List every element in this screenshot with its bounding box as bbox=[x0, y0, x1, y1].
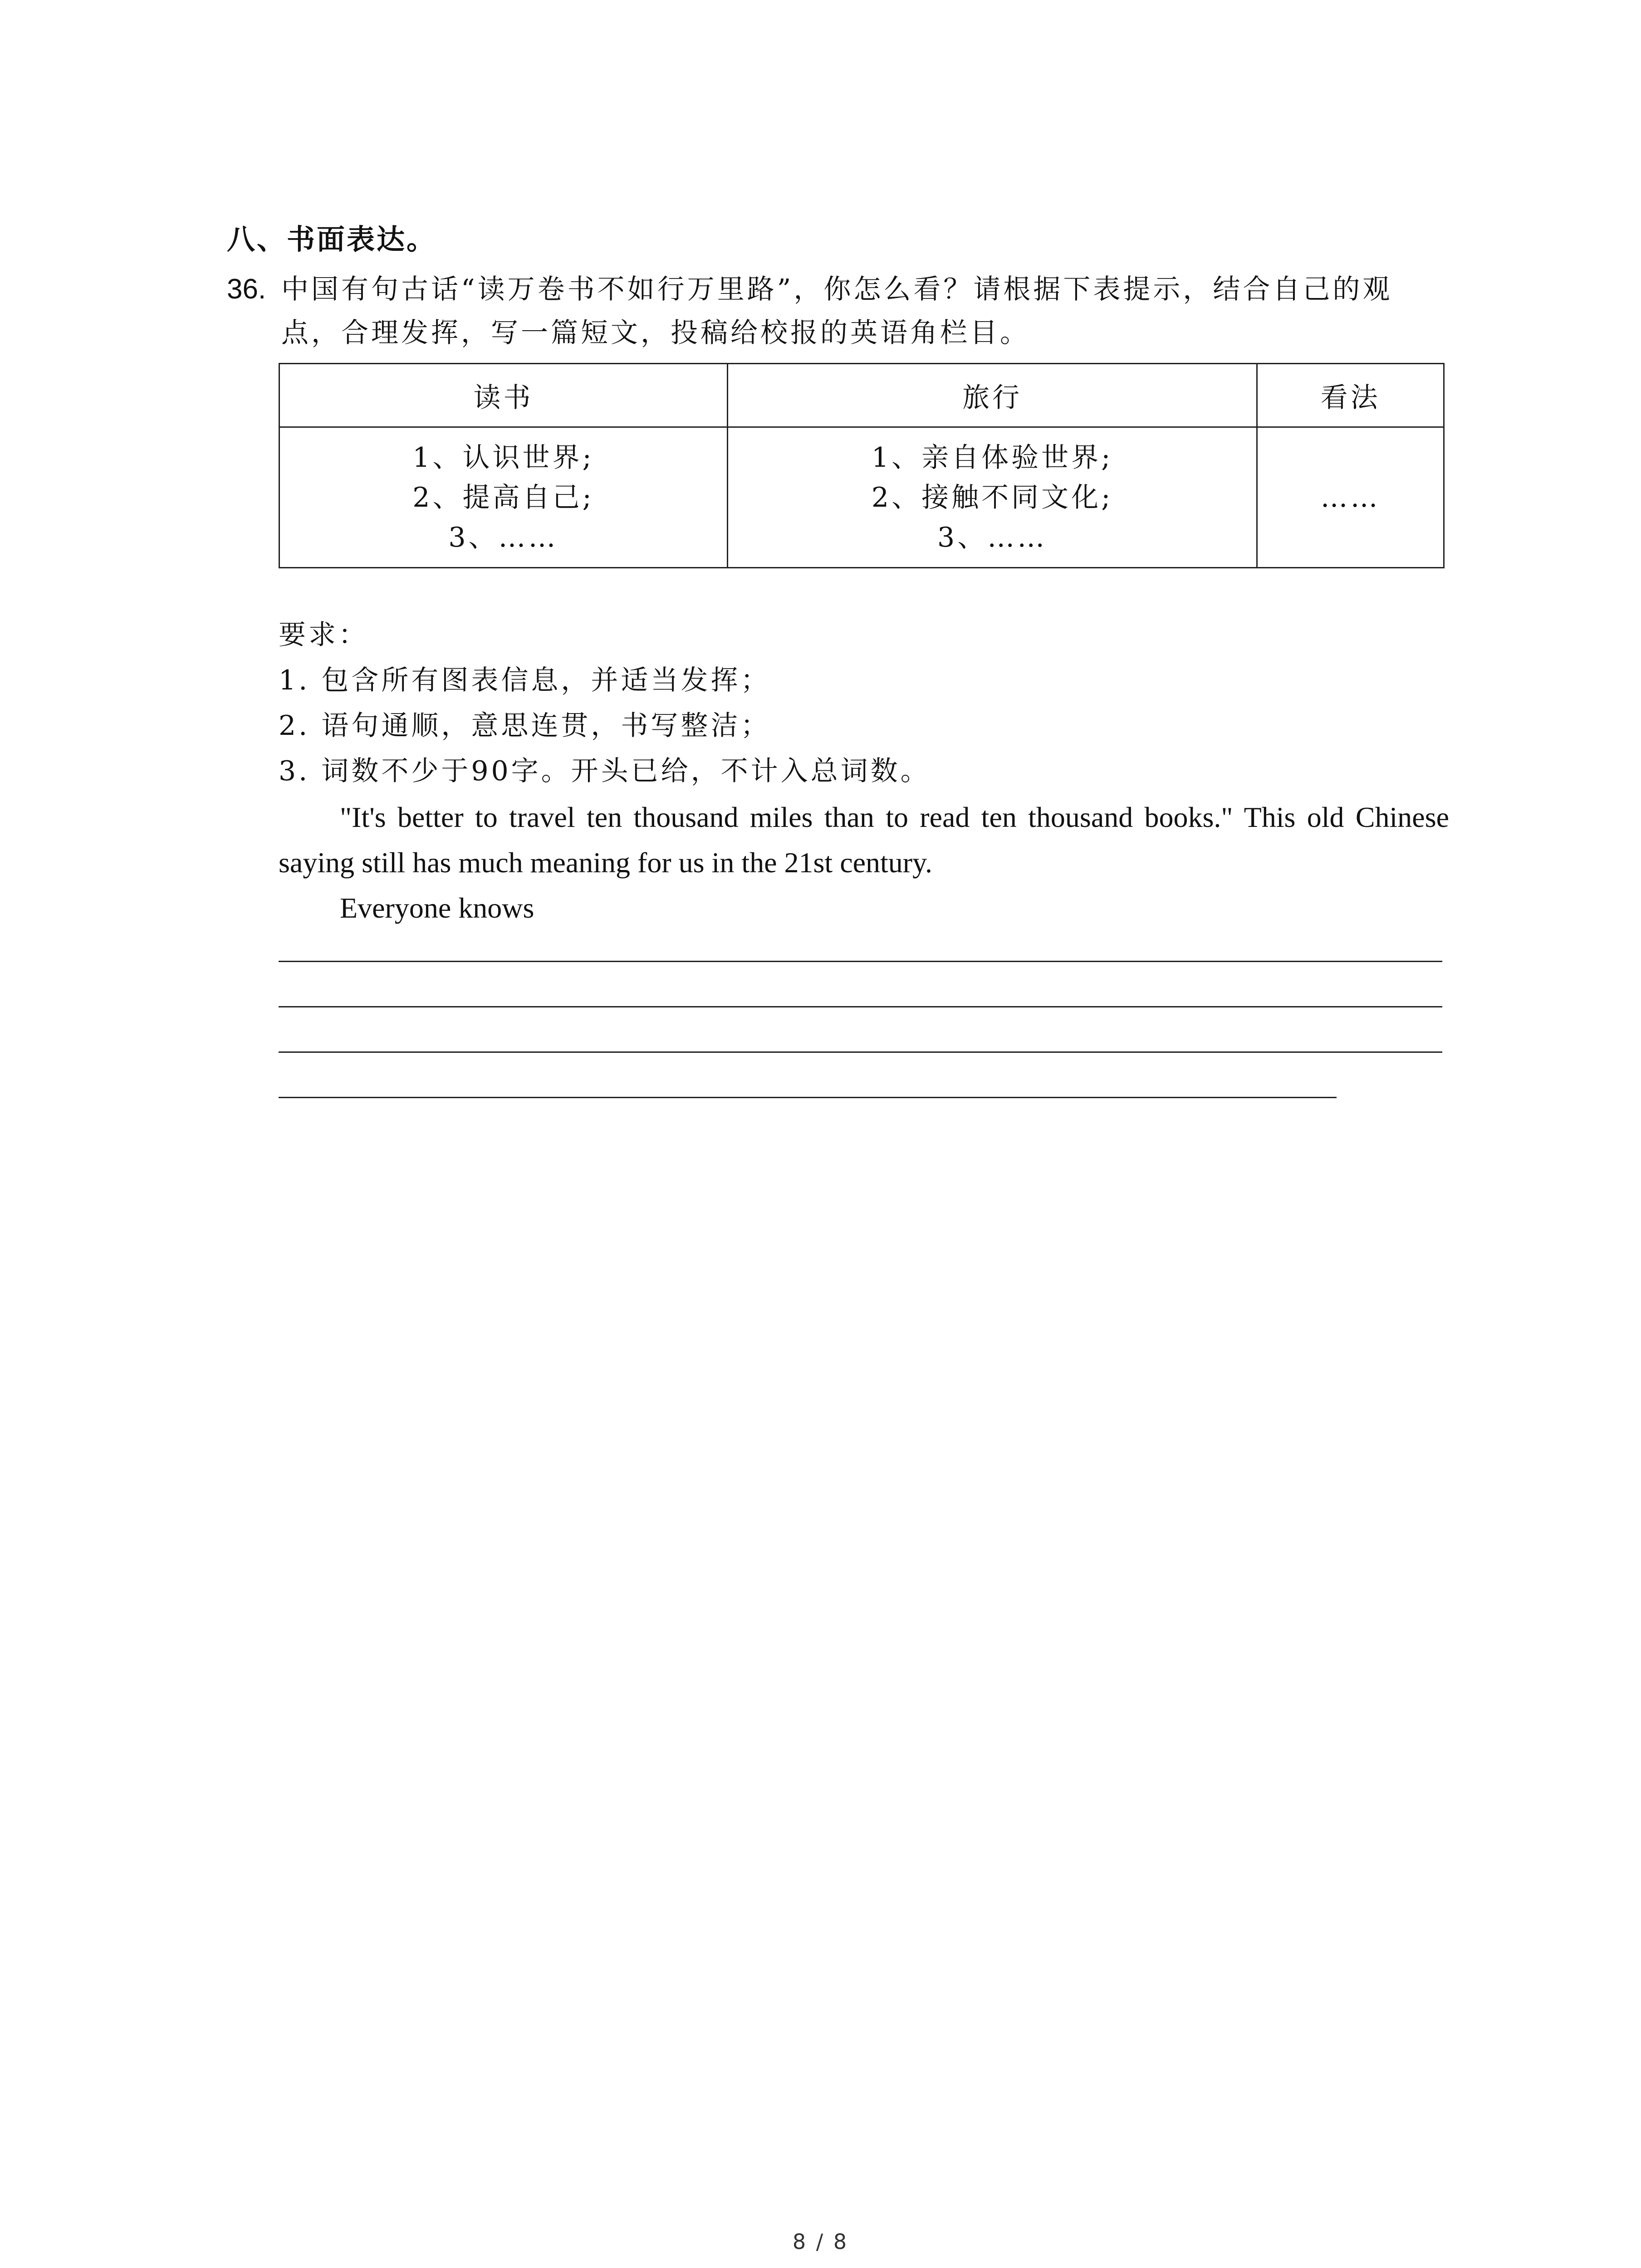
travel-point: 2、接触不同文化; bbox=[871, 481, 1113, 513]
question-36 bbox=[227, 268, 1452, 355]
question-prompt: 中国有句古话“读万卷书不如行万里路”，你怎么看？请根据下表提示，结合自己的观点，合理发挥，写一篇短文，投稿给校报的英语角栏目。 bbox=[281, 274, 1393, 349]
requirements-title: 要求： bbox=[279, 619, 368, 651]
answer-line[interactable] bbox=[279, 1051, 1442, 1053]
answer-line[interactable] bbox=[279, 961, 1442, 962]
header-travel: 旅行 bbox=[727, 364, 1257, 427]
reading-point: 2、提高自己; bbox=[412, 481, 594, 513]
answer-line[interactable] bbox=[279, 1006, 1442, 1007]
hint-table-header-row bbox=[279, 364, 1444, 427]
question-number: 36. bbox=[227, 274, 266, 305]
answer-line[interactable] bbox=[279, 1097, 1337, 1098]
passage-start: Everyone knows bbox=[340, 892, 534, 924]
requirement-item: 2. 语句通顺，意思连贯，书写整洁； bbox=[279, 710, 771, 742]
passage bbox=[279, 795, 1449, 931]
requirement-item: 1. 包含所有图表信息，并适当发挥； bbox=[279, 665, 771, 696]
section-heading: 八、书面表达。 bbox=[227, 223, 437, 256]
requirement-item: 3. 词数不少于90字。开头已给，不计入总词数。 bbox=[279, 755, 931, 787]
header-view: 看法 bbox=[1257, 364, 1444, 427]
travel-points-cell bbox=[727, 427, 1257, 568]
reading-point: 3、…… bbox=[448, 521, 558, 553]
requirements bbox=[279, 612, 931, 794]
travel-point: 3、…… bbox=[937, 521, 1048, 553]
hint-table bbox=[279, 363, 1445, 568]
header-reading: 读书 bbox=[279, 364, 728, 427]
passage-opening: "It's better to travel ten thousand miles than to read ten thousand books." This old Chinese saying still has much meaning for us in the 21st century. bbox=[279, 801, 1449, 879]
reading-points-cell bbox=[279, 427, 728, 568]
travel-point: 1、亲自体验世界; bbox=[871, 441, 1113, 474]
reading-point: 1、认识世界; bbox=[412, 441, 594, 474]
view-cell: …… bbox=[1257, 427, 1444, 568]
page-number: 8 / 8 bbox=[792, 2229, 849, 2254]
hint-table-row bbox=[279, 427, 1444, 568]
